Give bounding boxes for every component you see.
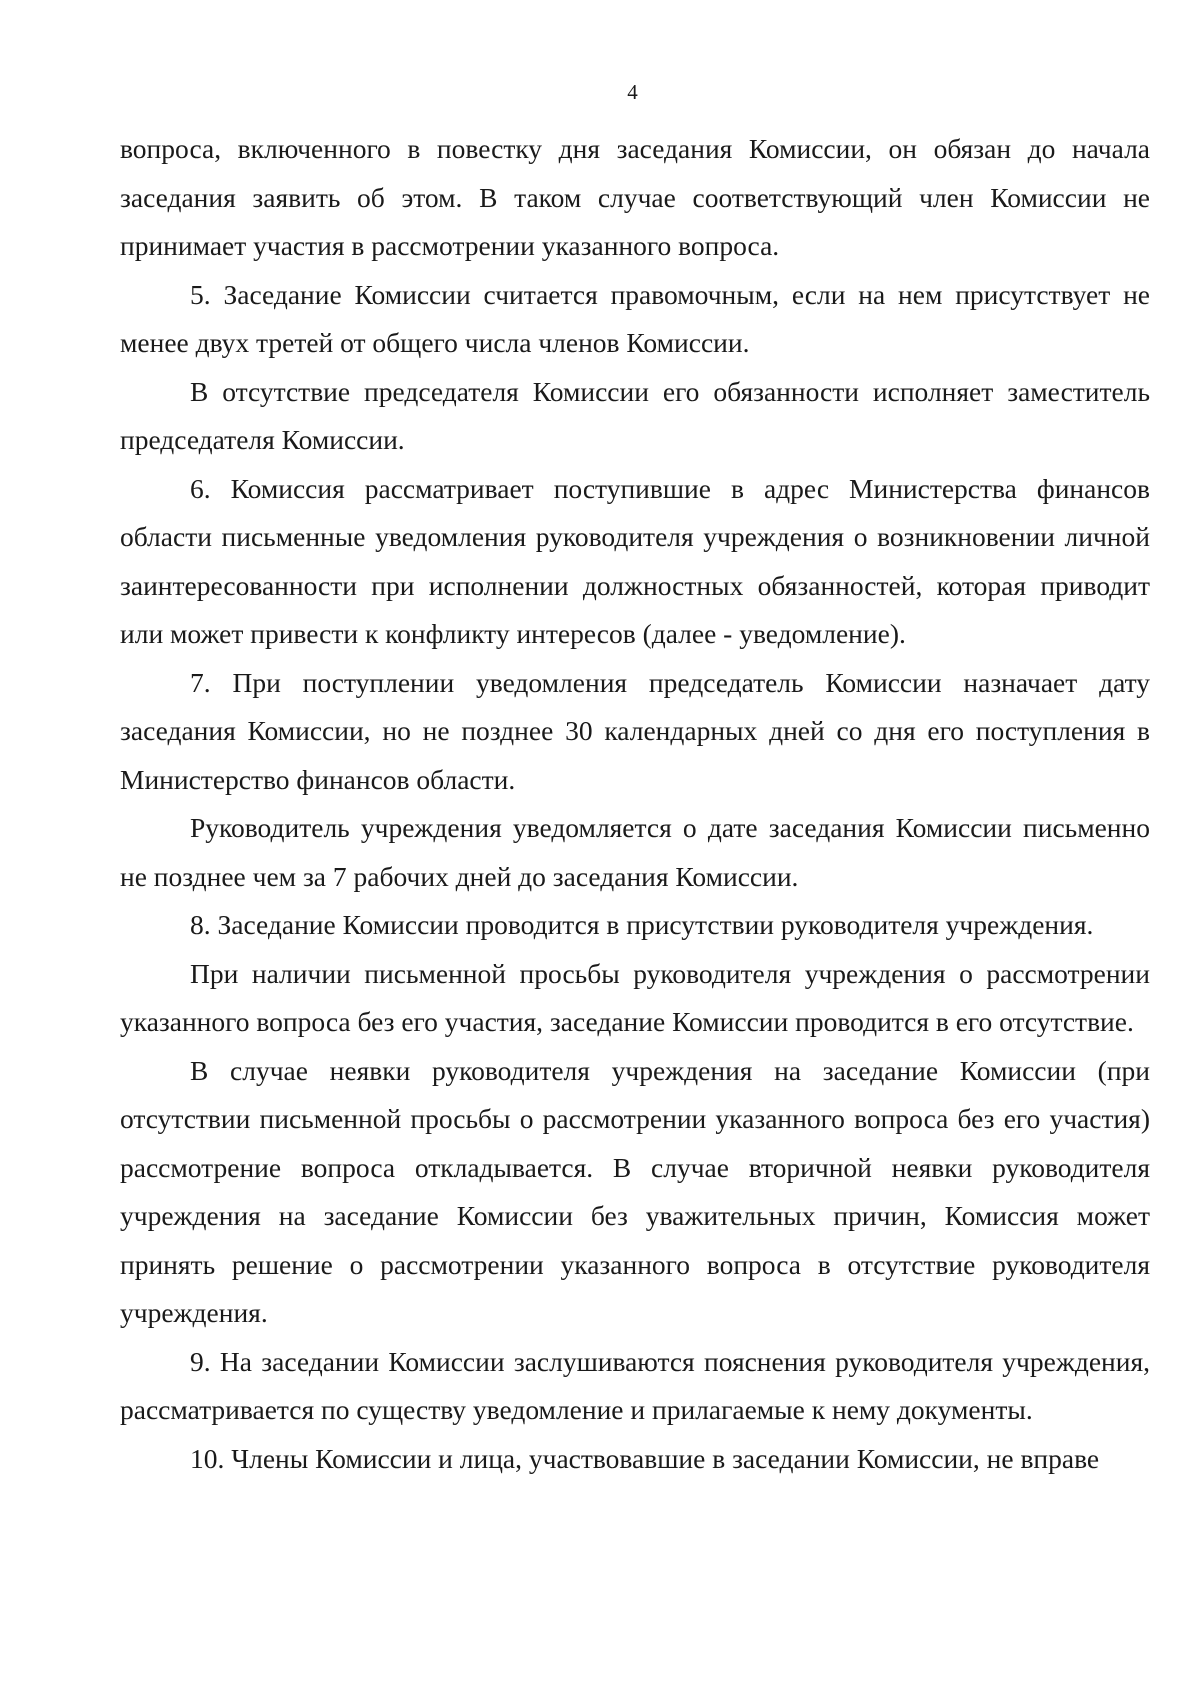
paragraph-item-7: 7. При поступлении уведомления председатель Комиссии назначает дату заседания Комиссии, но не позднее 30 календарных дней со дня его поступления в Министерство финансов области. — [120, 666, 1150, 795]
paragraph-item-5-deputy: В отсутствие председателя Комиссии его обязанности исполняет заместитель председателя Комиссии. — [120, 375, 1150, 455]
page-number: 4 — [627, 80, 638, 104]
document-body — [120, 125, 1150, 1483]
paragraph-continuation: вопроса, включенного в повестку дня заседания Комиссии, он обязан до начала заседания заявить об этом. В таком случае соответствующий член Комиссии не принимает участия в рассмотрении указанного вопроса. — [120, 133, 1150, 261]
paragraph-item-5: 5. Заседание Комиссии считается правомочным, если на нем присутствует не менее двух третей от общего числа членов Комиссии. — [120, 278, 1150, 358]
paragraph-item-6: 6. Комиссия рассматривает поступившие в адрес Министерства финансов области письменные уведомления руководителя учреждения о возникновении личной заинтересованности при исполнении должностных обязанностей, которая приводит или может привести к конфликту интересов (далее - уведомление). — [120, 472, 1150, 649]
paragraph-item-8-request: При наличии письменной просьбы руководителя учреждения о рассмотрении указанного вопроса без его участия, заседание Комиссии проводится в его отсутствие. — [120, 957, 1150, 1037]
paragraph-item-8-absence: В случае неявки руководителя учреждения на заседание Комиссии (при отсутствии письменной просьбы о рассмотрении указанного вопроса без его участия) рассмотрение вопроса откладывается. В случае вторичной неявки руководителя учреждения на заседание Комиссии без уважительных причин, Комиссия может принять решение о рассмотрении указанного вопроса в отсутствие руководителя учреждения. — [120, 1054, 1150, 1328]
paragraph-item-7-notice: Руководитель учреждения уведомляется о дате заседания Комиссии письменно не позднее чем за 7 рабочих дней до заседания Комиссии. — [120, 812, 1150, 892]
paragraph-item-8: 8. Заседание Комиссии проводится в присутствии руководителя учреждения. — [190, 909, 1094, 940]
paragraph-item-10: 10. Члены Комиссии и лица, участвовавшие в заседании Комиссии, не вправе — [190, 1442, 1100, 1474]
paragraph-item-9: 9. На заседании Комиссии заслушиваются пояснения руководителя учреждения, рассматривается по существу уведомление и прилагаемые к нему документы. — [120, 1345, 1150, 1425]
